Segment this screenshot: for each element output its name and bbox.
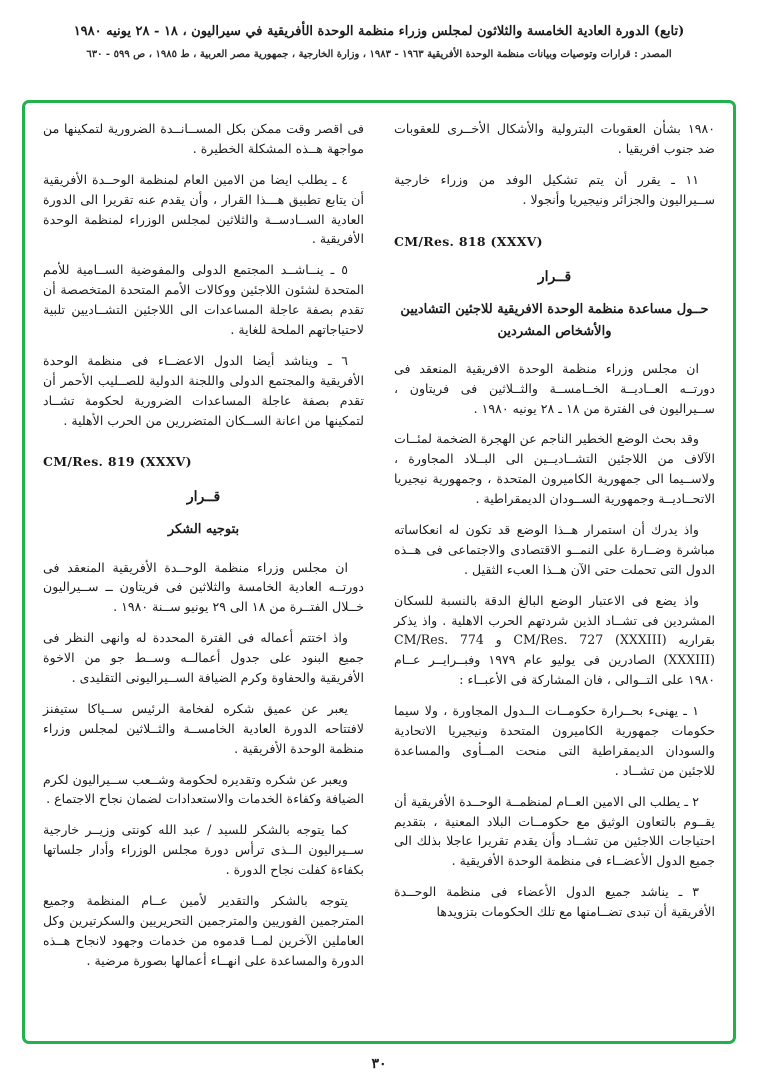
content-frame — [22, 100, 736, 1044]
resolution-code-819: CM/Res. 819 (XXXV) — [43, 454, 192, 470]
paragraph: ٥ ـ ينــاشــد المجتمع الدولى والمفوضية الســامية للأمم المتحدة لشئون اللاجئين ووكالات الأمم المتحدة المتخصصة أن تقدم بصفة عاجلة المساعدات الى اللاجئين التشــاديين تلبية لاحتياجاتهم الملحة للغاية . — [43, 262, 364, 338]
paragraph: ٦ ـ ويناشد أيضا الدول الاعضــاء فى منظمة الوحدة الأفريقية والمجتمع الدولى واللجنة الدولية للصــليب الأحمر أن تقدم بصفة عاجلة المساعدات الضرورية لحكومة تشــاد لتمكينها من اعانة الســكان المتضررين من الحرب الأهلية . — [43, 352, 364, 428]
paragraph: واذ يدرك أن استمرار هــذا الوضع قد تكون له انعكاساته مباشرة وضــارة على النمــو الاقتصادى والاجتماعى فى هــذه الدول التى تحملت حتى الآن هــذا العبء الثقيل . — [394, 521, 715, 577]
resolution-subject-heading: بتوجيه الشكر — [167, 522, 240, 538]
resolution-subject-heading: حــول مساعدة منظمة الوحدة الافريقية للاجئين التشاديين والأشخاص المشردين — [400, 301, 709, 339]
paragraph: ان مجلس وزراء منظمة الوحــدة الأفريقية المنعقد فى دورتــه العادية الخامسة والثلاثين فى فريتاون ــ ســيراليون خــلال الفتــرة من ١٨ الى ٢٩ يونيو ســنة ١٩٨٠ . — [43, 559, 364, 615]
document-header — [14, 24, 744, 60]
paragraph: ويعبر عن شكره وتقديره لحكومة وشــعب ســيراليون لكرم الضيافة وكفاءة الخدمات والاستعدادات لضمان نجاح الاجتماع . — [43, 771, 364, 807]
paragraph: ١ ـ يهنىء بحــرارة حكومــات الــدول المجاورة ، ولا سيما حكومات جمهورية الكاميرون المتحدة ونيجيريا الاتحادية والسودان الديمقراطية التى منحت المــأوى والمساعدة للاجئين من تشــاد . — [394, 703, 715, 778]
paragraph: ١٩٨٠ بشأن العقوبات البترولية والأشكال الأخــرى للعقوبات ضد جنوب افريقيا . — [394, 121, 715, 156]
paragraph: فى اقصر وقت ممكن بكل المســانــدة الضرورية لتمكينها من مواجهة هــذه المشكلة الخطيرة . — [43, 121, 364, 156]
paragraph: ١١ ـ يقرر أن يتم تشكيل الوفد من وزراء خارجية ســيراليون والجزائر ونيجيريا وأنجولا . — [394, 171, 715, 207]
column-right — [394, 119, 715, 1031]
paragraph: واذ اختتم أعماله فى الفترة المحددة له وانهى النظر فى جميع البنود على جدول أعمالــه وســط جو من الاخوة الأفريقية والحفاوة وكرم الضيافة الســيراليونى التقليدى . — [43, 630, 364, 686]
paragraph: ان مجلس وزراء منظمة الوحدة الافريقية المنعقد فى دورتــه العــاديــة الخــامســة والثــلاثين فى فريتاون ، ســيراليون فى الفترة من ١٨ ـ ٢٨ يونيه ١٩٨٠ . — [394, 360, 715, 416]
resolution-code-818: CM/Res. 818 (XXXV) — [394, 233, 543, 249]
paragraph: ٣ ـ يناشد جميع الدول الأعضاء فى منظمة الوحــدة الأفريقية أن تبدى تضــامنها مع تلك الحكومات بتزويدها — [394, 884, 715, 920]
paragraph: وقد بحث الوضع الخطير الناجم عن الهجرة الضخمة لمئــات الآلاف من اللاجئين التشــاديــين الى البــلاد المجاورة ، ولاســيما الى جمهورية الكاميرون المتحدة ، وجمهورية نيجيريا الاتحــاديــة وجمهورية الســودان الديمقراطية . — [394, 431, 715, 507]
resolution-heading: قــرار — [186, 489, 221, 506]
paragraph: يعبر عن عميق شكره لفخامة الرئيس ســياكا ستيفنز لافتتاحه الدورة العادية الخامســة والثــلاثين لمجلس وزراء منظمة الوحدة الأفريقية . — [43, 700, 364, 756]
header-source-line: المصدر : قرارات وتوصيات وبيانات منظمة الوحدة الأفريقية ١٩٦٣ - ١٩٨٣ ، وزارة الخارجية ، جمهورية مصر العربية ، ط ١٩٨٥ ، ص ٥٩٩ - ٦٣٠ — [86, 49, 672, 60]
two-column-layout — [43, 119, 715, 1031]
paragraph: يتوجه بالشكر والتقدير لأمين عــام المنظمة وجميع المترجمين الفوريين والمترجمين التحريريين والسكرتيرين وكل العاملين الآخرين لمــا قدموه من خدمات وجهود لانجاح هــذه الدورة والمساعدة على انهــاء أعمالها بصورة مرضية . — [43, 893, 364, 968]
resolution-heading: قــرار — [537, 268, 572, 285]
column-left — [43, 119, 364, 1031]
paragraph: واذ يضع فى الاعتبار الوضع البالغ الدقة بالنسبة للسكان المشردين فى تشــاد الذين شردتهم الحرب الاهلية . واذ يذكر بقراريه CM/Res. 727 (XXXIII) و CM/Res. 774 (XXXIII) الصادرين فى يوليو عام ١٩٧٩ وفبــرايــر عــام ١٩٨٠ على التــوالى ، فان المشاركة فى الأعبــاء : — [394, 592, 715, 688]
header-session-title: (تابع) الدورة العادية الخامسة والثلاثون لمجلس وزراء منظمة الوحدة الأفريقية في سيراليون ، ١٨ - ٢٨ يونيه ١٩٨٠ — [73, 24, 685, 39]
paragraph: ٢ ـ يطلب الى الامين العــام لمنظمــة الوحــدة الأفريقية أن يقــوم بالتعاون الوثيق مع حكومــات البلاد المعنية ، بتقديم احتياجات اللاجئين من تشــاد وأن يقدم تقريرا عاجلا بذلك الى جميع الدول الأعضــاء فى منظمة الوحدة الأفريقية . — [394, 793, 715, 869]
page-number: ٣٠ — [371, 1056, 387, 1072]
paragraph: ٤ ـ يطلب ايضا من الامين العام لمنظمة الوحــدة الأفريقية أن يتابع تطبيق هـــذا القرار ، وأن يقدم عنه تقريرا الى الدورة العادية الســادســة والثلاثين لمجلس الوزراء لمنظمة الوحدة الأفريقية . — [43, 171, 364, 247]
paragraph: كما يتوجه بالشكر للسيد / عبد الله كونتى وزيــر خارجية ســيراليون الــذى ترأس دورة مجلس الوزراء وأدار جلساتها بكفاءة كفلت نجاح الدورة . — [43, 822, 364, 878]
